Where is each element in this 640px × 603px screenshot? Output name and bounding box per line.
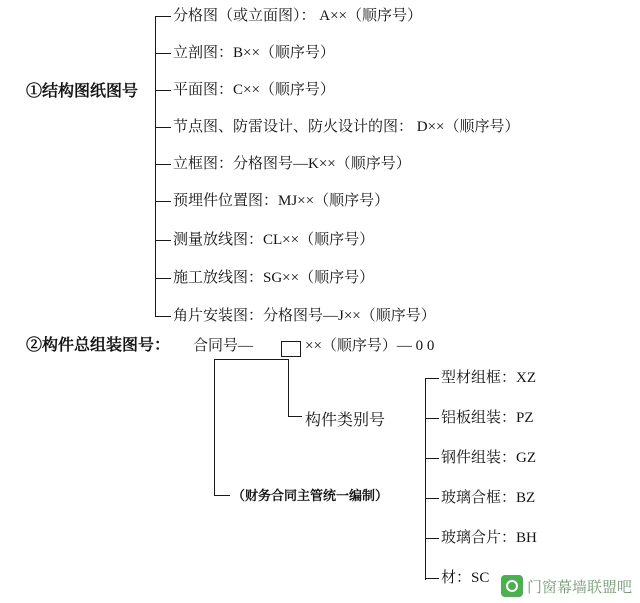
drawing-type-item: 平面图：C××（顺序号） bbox=[173, 82, 335, 98]
branch-connector-5 bbox=[155, 164, 171, 165]
drawing-type-item: 节点图、防雷设计、防火设计的图： D××（顺序号） bbox=[173, 119, 520, 135]
type-connector-5 bbox=[425, 538, 439, 539]
section-1-spine bbox=[155, 16, 156, 316]
branch-connector-2 bbox=[155, 53, 171, 54]
component-type-item: 铝板组装：PZ bbox=[441, 410, 534, 426]
contract-bracket-top bbox=[214, 359, 288, 360]
type-bracket-right bbox=[288, 359, 289, 416]
branch-connector-6 bbox=[155, 201, 171, 202]
drawing-type-item: 分格图（或立面图）： A××（顺序号） bbox=[173, 8, 423, 24]
section-2-label: ②构件总组装图号： bbox=[26, 337, 171, 354]
section-1-label: ①结构图纸图号 bbox=[26, 83, 139, 100]
branch-connector-7 bbox=[155, 240, 171, 241]
component-type-item: 玻璃合片：BH bbox=[441, 530, 537, 546]
component-type-item: 材：SC bbox=[441, 570, 490, 586]
type-connector-1 bbox=[425, 378, 439, 379]
branch-connector-1 bbox=[155, 16, 171, 17]
type-pointer bbox=[288, 416, 302, 417]
drawing-type-item: 立框图：分格图号—K××（顺序号） bbox=[173, 156, 411, 172]
contract-bracket-left bbox=[214, 359, 215, 495]
branch-connector-9 bbox=[155, 316, 171, 317]
type-connector-4 bbox=[425, 498, 439, 499]
drawing-type-item: 立剖图：B××（顺序号） bbox=[173, 45, 335, 61]
branch-connector-8 bbox=[155, 278, 171, 279]
component-type-item: 玻璃合框：BZ bbox=[441, 490, 536, 506]
type-connector-3 bbox=[425, 458, 439, 459]
section-2-formula-tail: ××（顺序号）— 0 0 bbox=[305, 338, 435, 354]
drawing-type-item: 角片安装图：分格图号—J××（顺序号） bbox=[173, 308, 436, 324]
type-connector-2 bbox=[425, 418, 439, 419]
drawing-type-item: 预埋件位置图：MJ××（顺序号） bbox=[173, 193, 390, 209]
section-2-formula-head: 合同号— bbox=[193, 338, 254, 354]
branch-connector-3 bbox=[155, 90, 171, 91]
drawing-type-item: 施工放线图：SG××（顺序号） bbox=[173, 270, 375, 286]
formula-box-icon bbox=[281, 341, 301, 357]
section-2-type-spine bbox=[425, 378, 426, 580]
circle-logo-icon bbox=[501, 575, 523, 597]
contract-note-label: （财务合同主管统一编制） bbox=[232, 488, 389, 503]
watermark bbox=[501, 575, 632, 597]
watermark-text: 门窗幕墙联盟吧 bbox=[526, 578, 632, 596]
branch-connector-4 bbox=[155, 127, 171, 128]
contract-bracket-bottom bbox=[214, 495, 230, 496]
type-connector-6 bbox=[425, 578, 439, 579]
component-category-label: 构件类别号 bbox=[305, 412, 386, 429]
component-type-item: 型材组框：XZ bbox=[441, 370, 536, 386]
drawing-type-item: 测量放线图：CL××（顺序号） bbox=[173, 232, 375, 248]
component-type-item: 钢件组装：GZ bbox=[441, 450, 536, 466]
